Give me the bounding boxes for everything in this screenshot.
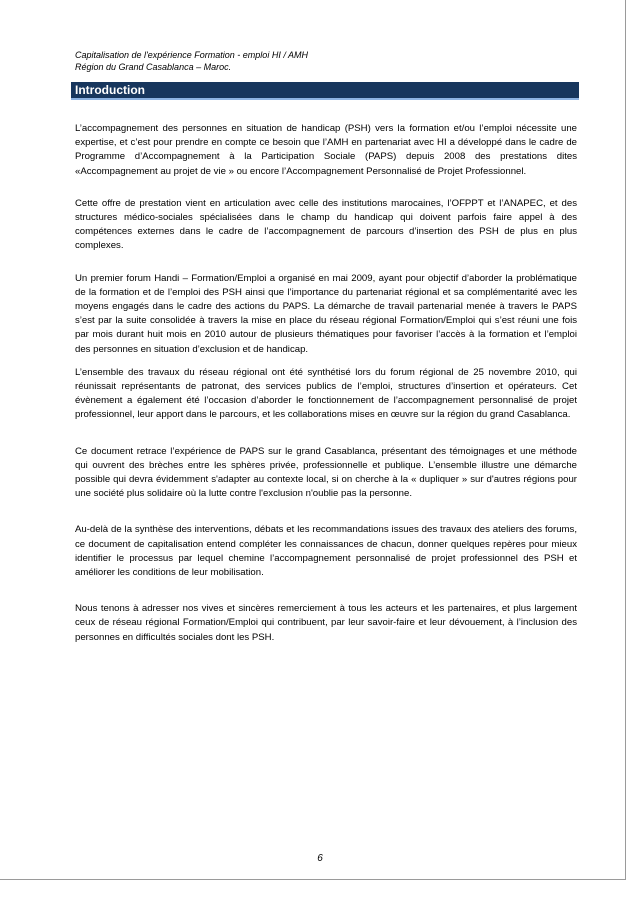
paragraph-3: Un premier forum Handi – Formation/Emploi a organisé en mai 2009, ayant pour objectif d’aborder la problématique de la formation et de l’emploi des PSH ainsi que l’importance du partenariat régional et sa complémentarité avec les moyens engagés dans le cadre des actions du PAPS. La démarche de travail partenarial menée à travers le PAPS s’est par la suite consolidée à travers la mise en place du réseau régional Formation/Emploi qui s’est réuni une fois par mois durant huit mois en 2010 autour de plusieurs thématiques pour favoriser l’accès à la formation et l’emploi des personnes en situation d’exclusion et de handicap. [75,272,577,355]
header-line-region: Région du Grand Casablanca – Maroc. [75,62,232,72]
paragraph-6: Au-delà de la synthèse des interventions, débats et les recommandations issues des travaux des ateliers des forums, ce document de capitalisation entend compléter les connaissances de chacun, donner quelques repères pour mieux identifier le processus par lequel chemine l’accompagnement personnalisé de projet professionnel des PSH et améliorer les conditions de leur mobilisation. [75,524,577,579]
page-number: 6 [317,853,323,864]
paragraph-7: Nous tenons à adresser nos vives et sincères remerciement à tous les acteurs et les partenaires, et plus largement ceux de réseau régional Formation/Emploi qui contribuent, par leur savoir-faire et leur dévouement, à l’inclusion des personnes en difficultés sociales dont les PSH. [75,603,577,643]
section-title: Introduction [75,83,145,97]
document-body [75,122,577,645]
paragraph-5: Ce document retrace l’expérience de PAPS sur le grand Casablanca, présentant des témoignages et une méthode qui ouvrent des brèches entre les sphères privée, professionnelle et publique. L’ensemble illustre une démarche possible qui devra évidemment s'adapter au contexte local, si on cherche à la « dupliquer » sur d'autres régions pour une société plus solidaire où la lutte contre l'exclusion n'oublie pas la personne. [75,445,577,500]
paragraph-2: Cette offre de prestation vient en articulation avec celle des institutions marocaines, l’OFPPT et l’ANAPEC, et des structures médico-sociales spécialisées dans le champ du handicap qui doivent parfois faire appel à des compétences externes dans le cadre de l’accompagnement de parcours d’insertion des PSH de plus en plus complexes. [75,197,577,252]
document-header [75,49,575,73]
page-edge-bottom [0,879,626,880]
paragraph-4: L’ensemble des travaux du réseau régional ont été synthétisé lors du forum régional de 25 novembre 2010, qui réunissait représentants de patronat, des services publics de l’emploi, structures d’insertion et opérateurs. Cet évènement a également été l’occasion d’aborder le fonctionnement de l’accompagnement personnalisé de projet professionnel, leur apport dans le parcours, et les collaborations mises en œuvre sur la région du grand Casablanca. [75,366,577,421]
header-line-title: Capitalisation de l'expérience Formation - emploi HI / AMH [75,50,308,60]
section-heading-bar [71,82,579,100]
paragraph-1: L’accompagnement des personnes en situation de handicap (PSH) vers la formation et/ou l’emploi nécessite une expertise, et c’est pour prendre en compte ce besoin que l’AMH en partenariat avec HI a développé dans le cadre de Programme d’Accompagnement à la Participation Sociale (PAPS) depuis 2008 des prestations dites «Accompagnement au projet de vie » ou encore l’Accompagnement Personnalisé de Projet Professionnel. [75,123,577,177]
page-edge-right [625,0,626,880]
